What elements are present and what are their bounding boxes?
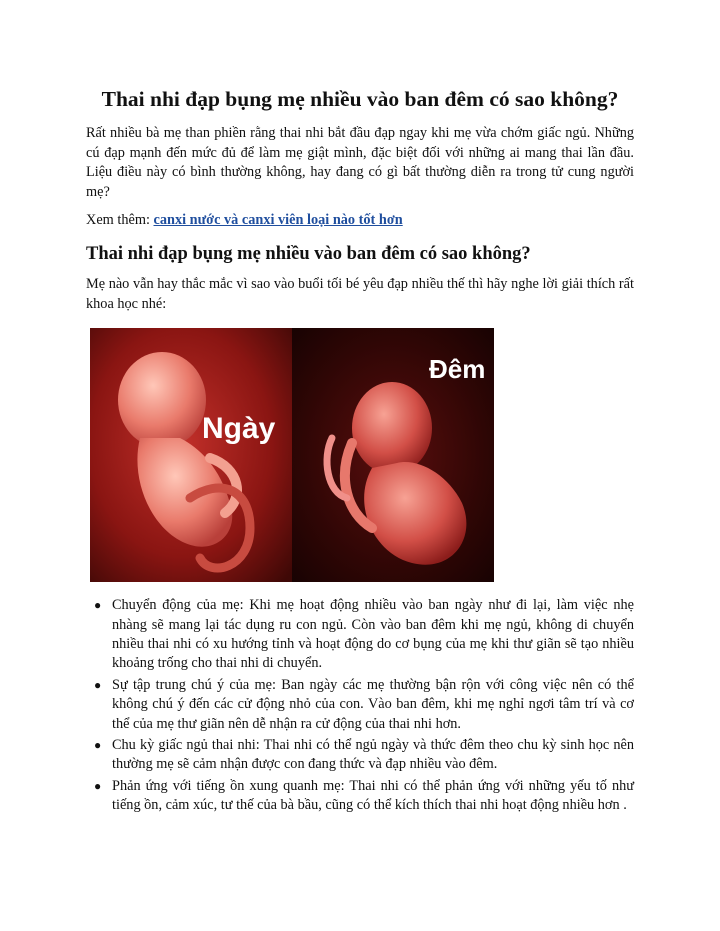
bullet-icon: ● <box>94 738 102 752</box>
night-fetus-panel <box>292 328 494 582</box>
list-item-text: Sự tập trung chú ý của mẹ: Ban ngày các mẹ thường bận rộn với công việc nên có thể không chú ý đến các cử động nhỏ của con. Vào ban đêm, khi mẹ nghỉ ngơi tâm trí và cơ thể của mẹ thư giãn nên dễ nhận ra cử động của thai nhi hơn. <box>112 676 634 732</box>
night-label: Đêm <box>429 354 486 385</box>
bullet-icon: ● <box>94 778 102 793</box>
document-page <box>86 84 634 818</box>
bullet-icon: ● <box>94 677 102 692</box>
see-also-prefix: Xem thêm: <box>86 212 154 229</box>
page-title: Thai nhi đạp bụng mẹ nhiều vào ban đêm có sao không? <box>101 87 619 111</box>
list-item-text: Chuyển động của mẹ: Khi mẹ hoạt động nhiều vào ban ngày như đi lại, làm việc nhẹ nhàng sẽ mang lại tác dụng ru con ngủ. Còn vào ban đêm khi mẹ ngủ, không di chuyển nhiều thai nhi có xu hướng tỉnh và hoạt động do cơ bụng của mẹ khi thư giãn sẽ tạo nhiều khoảng trống cho thai nhi di chuyển. <box>112 597 634 672</box>
list-item <box>86 777 634 816</box>
list-item <box>86 596 634 674</box>
day-fetus-head <box>118 352 206 448</box>
day-label: Ngày <box>202 412 276 446</box>
day-night-fetus-image <box>90 328 494 582</box>
bullet-icon: ● <box>94 598 102 613</box>
list-item <box>86 676 634 734</box>
day-fetus-panel <box>90 328 292 582</box>
see-also-link[interactable]: canxi nước và canxi viên loại nào tốt hơn <box>153 212 403 229</box>
list-item-text: Phản ứng với tiếng ồn xung quanh mẹ: Thai nhi có thể phản ứng với những yếu tố như tiếng ồn, cảm xúc, tư thế của bà bầu, cũng có thể kích thích thai nhi hoạt động nhiều hơn . <box>112 777 634 814</box>
section-lead: Mẹ nào vẫn hay thắc mắc vì sao vào buổi tối bé yêu đạp nhiều thế thì hãy nghe lời giải thích rất khoa học nhé: <box>86 275 634 312</box>
intro-paragraph: Rất nhiều bà mẹ than phiền rằng thai nhi bắt đầu đạp ngay khi mẹ vừa chớm giấc ngủ. Những cú đạp mạnh đến mức đủ để làm mẹ giật mình, đặc biệt đối với những ai mang thai lần đầu. Liệu điều này có bình thường không, hay đang có gì bất thường diễn ra trong tử cung người mẹ? <box>86 125 634 200</box>
list-item <box>86 736 634 775</box>
list-item-text: Chu kỳ giấc ngủ thai nhi: Thai nhi có thể ngủ ngày và thức đêm theo chu kỳ sinh học nên thường mẹ sẽ cảm nhận được con đang thức và đạp nhiều vào đêm. <box>112 737 634 773</box>
night-fetus-head <box>352 382 432 474</box>
reasons-list <box>86 596 634 815</box>
section-heading: Thai nhi đạp bụng mẹ nhiều vào ban đêm có sao không? <box>86 243 531 264</box>
see-also-line <box>86 211 634 231</box>
